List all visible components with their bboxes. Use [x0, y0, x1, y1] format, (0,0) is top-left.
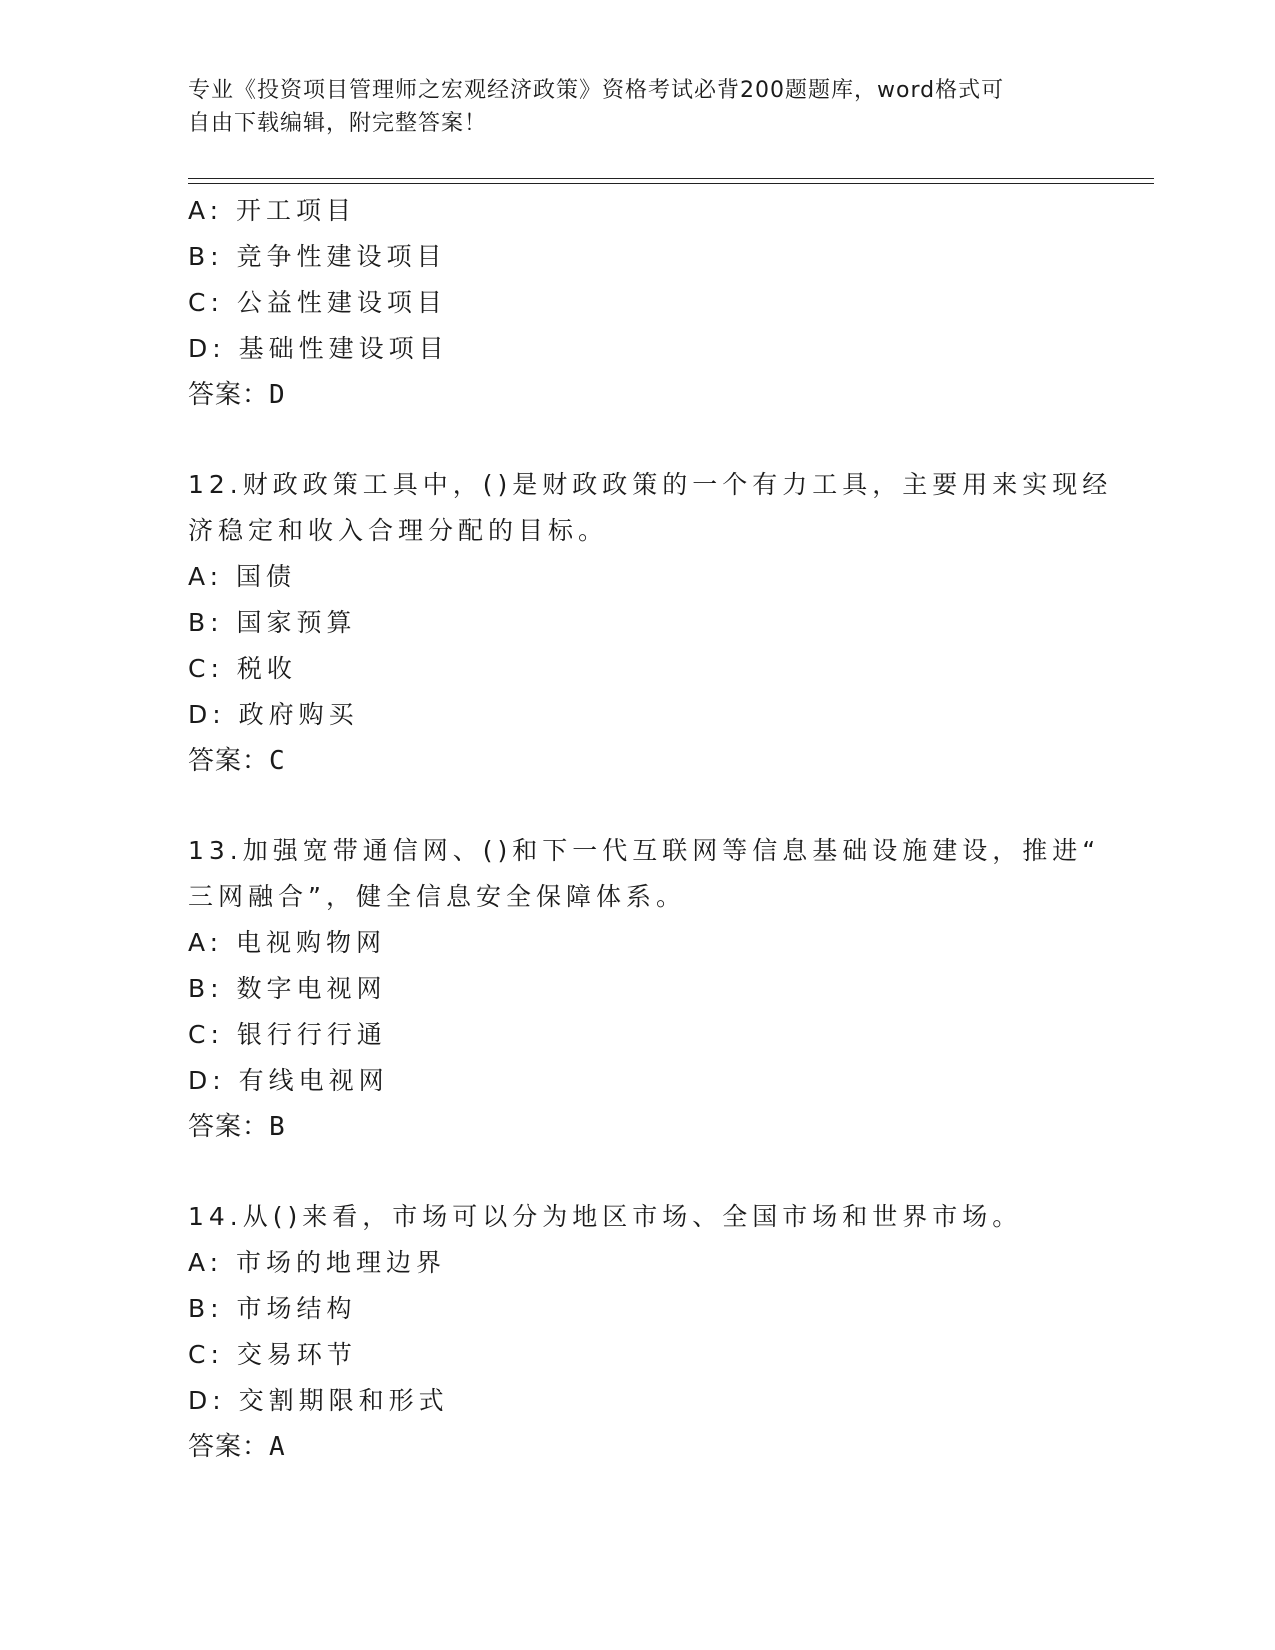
question-stem-line: 12.财政政策工具中，()是财政政策的一个有力工具，主要用来实现经: [188, 470, 1113, 499]
answer-label: 答案：: [188, 746, 270, 776]
option-c: C: 交易环节: [188, 1340, 357, 1369]
answer-line: [188, 1104, 1088, 1150]
answer-value: A: [269, 1432, 286, 1462]
question-stem-line: 三网融合”，健全信息安全保障体系。: [188, 882, 686, 911]
option-a: A: 电视购物网: [188, 928, 387, 957]
question-stem: [188, 462, 1113, 554]
answer-label: 答案：: [188, 1112, 270, 1142]
option-c: C: 银行行行通: [188, 1020, 387, 1049]
question-block-13: [188, 828, 1101, 1150]
question-stem-line: 济稳定和收入合理分配的目标。: [188, 516, 609, 545]
answer-line: [188, 1424, 1088, 1470]
partial-question-block: [188, 188, 1088, 418]
option-b: B: 市场结构: [188, 1294, 357, 1323]
question-stem-line: 13.加强宽带通信网、()和下一代互联网等信息基础设施建设，推进“: [188, 836, 1101, 865]
option-c: C: 公益性建设项目: [188, 288, 447, 317]
question-block-14: [188, 1194, 1088, 1470]
header-rule-bottom: [188, 183, 1154, 184]
question-stem-line: 14.从()来看，市场可以分为地区市场、全国市场和世界市场。: [188, 1202, 1023, 1231]
answer-label: 答案：: [188, 380, 270, 410]
option-d: D: 有线电视网: [188, 1066, 389, 1095]
header-line-1: 专业《投资项目管理师之宏观经济政策》资格考试必背200题题库，word格式可: [188, 78, 1005, 103]
option-a: A: 开工项目: [188, 196, 357, 225]
answer-label: 答案：: [188, 1432, 270, 1462]
option-d: D: 交割期限和形式: [188, 1386, 449, 1415]
question-stem: [188, 828, 1101, 920]
option-a: A: 市场的地理边界: [188, 1248, 447, 1277]
option-c: C: 税收: [188, 654, 297, 683]
question-stem: [188, 1194, 1088, 1240]
header-rule-top: [188, 178, 1154, 179]
answer-value: C: [269, 746, 286, 776]
answer-line: [188, 372, 1088, 418]
option-b: B: 数字电视网: [188, 974, 387, 1003]
option-d: D: 政府购买: [188, 700, 359, 729]
question-block-12: [188, 462, 1113, 784]
answer-value: B: [269, 1112, 286, 1142]
page-header: [188, 74, 1088, 140]
header-line-2: 自由下载编辑，附完整答案！: [188, 111, 488, 136]
option-b: B: 竞争性建设项目: [188, 242, 447, 271]
answer-value: D: [269, 380, 286, 410]
question-list: [188, 188, 1113, 1470]
option-b: B: 国家预算: [188, 608, 357, 637]
option-a: A: 国债: [188, 562, 297, 591]
option-d: D: 基础性建设项目: [188, 334, 449, 363]
answer-line: [188, 738, 1088, 784]
